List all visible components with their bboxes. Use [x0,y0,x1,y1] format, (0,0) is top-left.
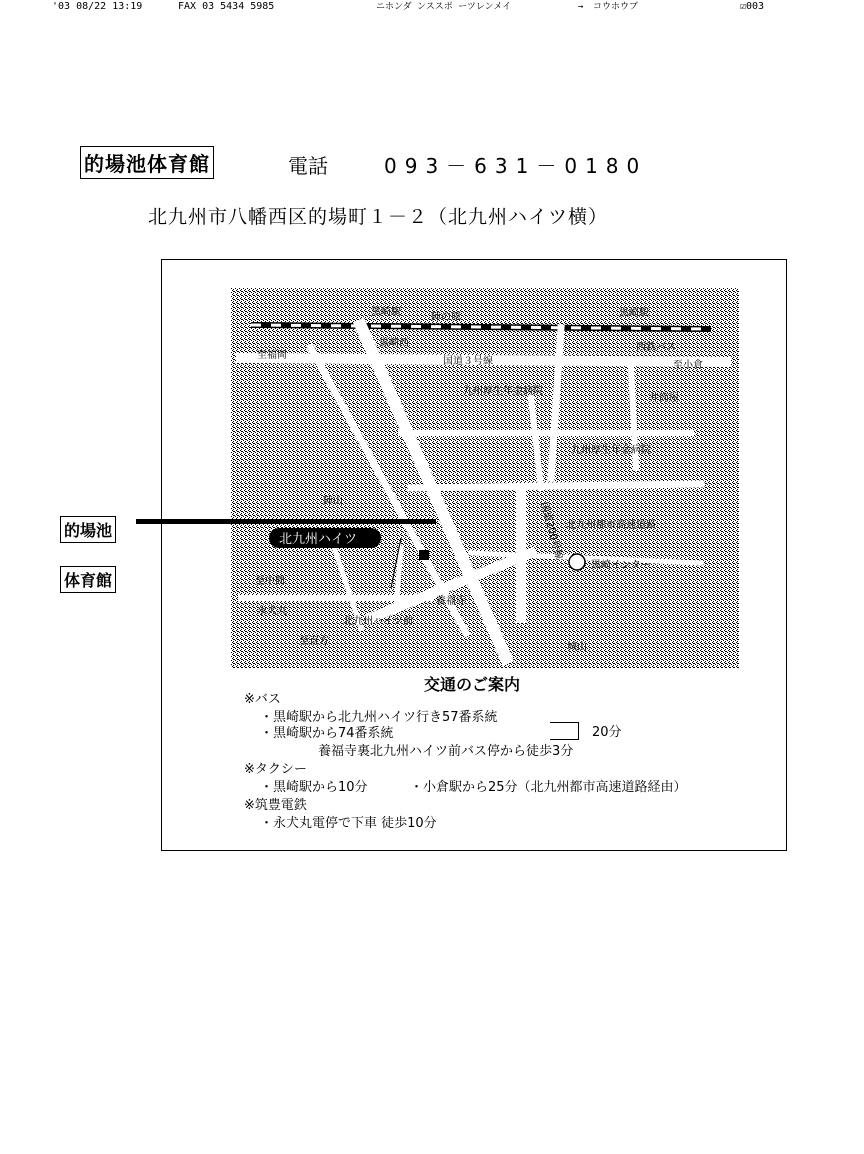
phone-label: 電話 [288,154,328,178]
taxi-line-1: ・黒崎駅から10分 [260,780,368,795]
map-label-route200: 国道200号線 [538,500,565,561]
map-label-kurosaki-ic: 黒崎インター [591,560,651,571]
map-label-to-fukuoka: 至福岡 [257,350,287,361]
taxi-heading: ※タクシー [244,762,307,777]
map-label-jinno: 陣山 [323,496,343,507]
map-label-to-nakama: 至中間 [255,576,285,587]
pointer-line [136,519,436,524]
rail-line-1: ・永犬丸電停で下車 徒歩10分 [260,816,437,831]
access-title: 交通のご案内 [424,675,521,694]
phone-number: 093－631－0180 [384,154,648,178]
map-label-kurosaki-nishi: 黒崎西 [379,338,409,349]
side-label-line1: 的場池 [60,516,116,543]
map-label-route3: 国道３号線 [443,356,493,367]
fax-header [0,0,864,16]
venue-marker [419,550,429,560]
bus-stop: 養福寺裏北九州ハイツ前バス停から徒歩3分 [318,744,574,759]
bus-time: 20分 [592,725,622,740]
map-label-kurosaki-st-top: 黒崎駅 [371,307,401,318]
map-label-shiroyama: 城山 [567,642,587,653]
fax-page: ☑003 [740,1,765,12]
venue-name: 的場池体育館 [80,146,214,179]
fax-recipient: コウホウブ [593,2,639,12]
fax-sender: ニホンダ ンススポ ーツレンメイ [376,2,512,12]
bus-line-1: ・黒崎駅から北九州ハイツ行き57番系統 [260,710,498,725]
map-label-eifukuji: 養福寺 [436,596,466,607]
map-label-expressway: 北九州都市高速道路 [566,520,656,531]
map-label-idobata: 井筒屋 [649,393,679,404]
railway-line [251,325,711,329]
bus-line-2: ・黒崎駅から74番系統 [260,726,394,741]
map-label-gakujutsu: 至直方 [299,636,329,647]
bus-heading: ※バス [244,692,281,707]
fax-number: FAX 03 5434 5985 [178,1,275,12]
fax-datetime: '03 08/22 13:19 [52,1,143,12]
venue-address: 北九州市八幡西区的場町１－２（北九州ハイツ横） [148,206,609,228]
map-label-tobata: 至小倉 [673,360,703,371]
map-label-kitakyushu-heights: 北九州ハイツ [279,532,358,547]
taxi-line-2: ・小倉駅から25分（北九州都市高速道路経由） [410,780,687,795]
map-label-jingu: 九州厚生年金病院 [463,386,543,397]
rail-heading: ※筑豊電鉄 [244,798,307,813]
map-label-kyushu-kosei: 九州厚生年金病院 [571,445,651,456]
area-map [231,288,739,668]
map-label-heights-mae: 北九州ハイツ前 [343,616,413,627]
map-label-route-nishi: 西鉄バス [636,342,676,353]
map-label-jinnoharu: 陣の原 [431,312,461,323]
map-label-kurosaki-st-right: 黒崎駅 [619,308,649,319]
side-label-line2: 体育館 [60,566,116,593]
bus-bracket [550,722,579,740]
fax-arrow: → [578,2,584,12]
kurosaki-ic-marker [569,554,585,570]
map-label-nagano: 永犬丸 [257,606,287,617]
